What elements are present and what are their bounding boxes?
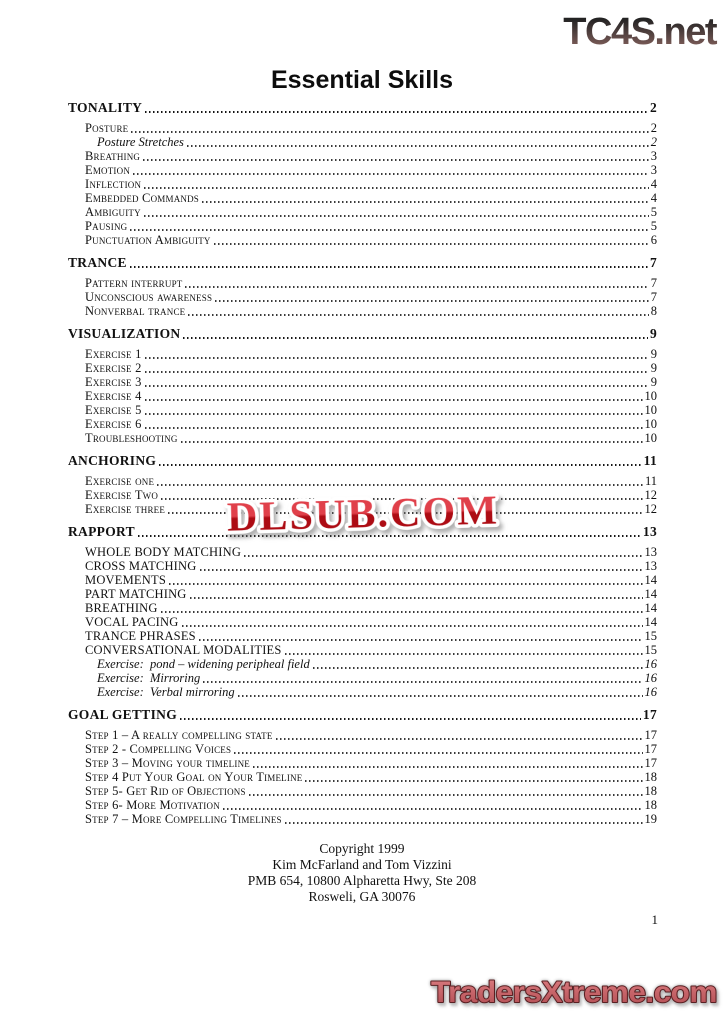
toc-item-row (68, 389, 657, 403)
toc-item-row (68, 219, 657, 233)
copyright-address: PMB 654, 10800 Alpharetta Hwy, Ste 208 (247, 873, 477, 888)
toc-item-label: Unconscious awareness (85, 290, 213, 304)
toc-item-row (68, 163, 657, 177)
toc-item-page: 17 (644, 728, 657, 742)
dot-leader (145, 385, 649, 387)
toc-section-row (68, 255, 657, 270)
toc-item-page: 4 (650, 191, 657, 205)
dot-leader (215, 300, 649, 302)
toc-item-label: Step 1 – A really compelling state (85, 728, 273, 742)
toc-item-row (68, 643, 657, 657)
dot-leader (238, 695, 643, 697)
toc-section-title: ANCHORING (68, 453, 157, 468)
toc-item-row (68, 798, 657, 812)
toc-item-label: CONVERSATIONAL MODALITIES (85, 643, 282, 657)
toc-item-label: Exercise 6 (85, 417, 142, 431)
dot-leader (253, 766, 643, 768)
toc-item-row (68, 615, 657, 629)
toc-section-row (68, 326, 657, 341)
toc-item-row (68, 121, 657, 135)
toc-item-page: 18 (644, 798, 657, 812)
toc-item-prefix: Exercise: (97, 657, 144, 671)
toc-item-page: 10 (644, 389, 657, 403)
toc-item-page: 17 (644, 742, 657, 756)
toc-item-label: Emotion (85, 163, 131, 177)
toc-item-page: 14 (644, 573, 657, 587)
tradersxtreme-banner-text: TradersXtreme.com (431, 976, 717, 1009)
dot-leader (285, 822, 643, 824)
toc-item-page: 15 (644, 643, 657, 657)
toc-item-label: Nonverbal trance (85, 304, 186, 318)
toc-item-page: 14 (644, 587, 657, 601)
dot-leader (181, 441, 643, 443)
dot-leader (145, 427, 643, 429)
dot-leader (223, 808, 643, 810)
toc-item-row (68, 756, 657, 770)
toc-item-label: TRANCE PHRASES (85, 629, 196, 643)
toc-item-page: 10 (644, 431, 657, 445)
toc-item-row (68, 629, 657, 643)
dot-leader (145, 413, 643, 415)
toc-item-label: Exercise 1 (85, 347, 142, 361)
toc-item-page: 13 (644, 545, 657, 559)
toc-section-row (68, 100, 657, 115)
dot-leader (187, 145, 649, 147)
dot-leader (145, 399, 643, 401)
toc-item-row (68, 149, 657, 163)
toc-section-title: TRANCE (68, 255, 127, 270)
toc-item-row (68, 276, 657, 290)
toc-item-row (68, 403, 657, 417)
dlsub-watermark (206, 478, 520, 553)
toc-item-row (68, 191, 657, 205)
toc-item-label: Exercise three (85, 502, 166, 516)
dot-leader (131, 131, 648, 133)
dot-leader (133, 173, 649, 175)
toc-item-label: Mirroring (150, 671, 201, 685)
toc-item-label: pond – widening peripheal field (150, 657, 310, 671)
dot-leader (203, 681, 642, 683)
toc-item-label: BREATHING (85, 601, 158, 615)
toc-item-label: Ambiguity (85, 205, 141, 219)
tradersxtreme-banner-graphic (425, 970, 723, 1014)
dot-leader (200, 569, 643, 571)
toc-item-row (68, 135, 657, 149)
toc-item-row (68, 177, 657, 191)
dot-leader (285, 653, 643, 655)
toc-item-page: 2 (650, 135, 657, 149)
toc-item-row (68, 573, 657, 587)
toc-item-row (68, 361, 657, 375)
dot-leader (144, 215, 649, 217)
page-title: Essential Skills (270, 66, 454, 94)
toc-item-row (68, 742, 657, 756)
toc-item-page: 11 (644, 474, 657, 488)
dot-leader (130, 229, 648, 231)
toc-item-row (68, 559, 657, 573)
toc-item-label: Pausing (85, 219, 128, 233)
dot-leader (234, 752, 642, 754)
toc-item-row (68, 671, 657, 685)
toc-item-page: 4 (650, 177, 657, 191)
copyright-line: Copyright 1999 (319, 841, 405, 856)
toc-item-row (68, 205, 657, 219)
toc-item-page: 13 (644, 559, 657, 573)
toc-section-row (68, 453, 657, 468)
toc-item-row (68, 812, 657, 826)
dlsub-watermark-text: DLSUB.COM (226, 486, 493, 540)
toc-item-prefix: Exercise: (97, 685, 144, 699)
toc-item-label: Step 4 Put Your Goal on Your Timeline (85, 770, 303, 784)
toc-item-label: VOCAL PACING (85, 615, 179, 629)
tc4s-logo-text: TC4S.net (563, 11, 716, 53)
toc-item-label: Verbal mirroring (150, 685, 235, 699)
toc-item-page: 8 (650, 304, 657, 318)
toc-item-label: Exercise Two (85, 488, 159, 502)
toc-item-page: 3 (650, 163, 657, 177)
toc-item-label: Step 5- Get Rid of Objections (85, 784, 246, 798)
toc-item-label: MOVEMENTS (85, 573, 166, 587)
toc-item-label: Breathing (85, 149, 141, 163)
toc-item-page: 6 (650, 233, 657, 247)
dot-leader (145, 111, 648, 113)
toc-item-row (68, 417, 657, 431)
dot-leader (159, 464, 641, 466)
toc-item-row (68, 233, 657, 247)
toc-item-label: Step 3 – Moving your timeline (85, 756, 250, 770)
toc-item-label: Exercise 4 (85, 389, 142, 403)
toc-item-row (68, 784, 657, 798)
toc-item-label: Exercise one (85, 474, 155, 488)
copyright-city: Rosweli, GA 30076 (308, 889, 416, 904)
toc-item-page: 15 (644, 629, 657, 643)
toc-item-label: Exercise 2 (85, 361, 142, 375)
toc-section-page: 9 (649, 326, 657, 341)
toc (68, 100, 657, 826)
toc-item-page: 2 (650, 121, 657, 135)
dot-leader (185, 286, 648, 288)
toc-section-page: 7 (649, 255, 657, 270)
toc-item-label: Troubleshooting (85, 431, 178, 445)
dot-leader (313, 667, 643, 669)
dot-leader (214, 243, 649, 245)
dot-leader (182, 625, 643, 627)
toc-item-label: Posture (85, 121, 129, 135)
toc-item-row (68, 770, 657, 784)
toc-item-page: 3 (650, 149, 657, 163)
toc-item-row (68, 657, 657, 671)
tc4s-logo (536, 4, 720, 59)
dot-leader (161, 611, 643, 613)
tc4s-logo-graphic (536, 4, 720, 54)
toc-item-row (68, 728, 657, 742)
toc-item-label: Embedded Commands (85, 191, 200, 205)
dot-leader (276, 738, 643, 740)
toc-item-page: 7 (650, 290, 657, 304)
toc-item-page: 12 (644, 488, 657, 502)
toc-item-page: 9 (650, 361, 657, 375)
toc-item-label: PART MATCHING (85, 587, 187, 601)
dot-leader (145, 357, 649, 359)
toc-item-label: Exercise 3 (85, 375, 142, 389)
dlsub-watermark-graphic (206, 478, 520, 548)
toc-item-label: Inflection (85, 177, 142, 191)
toc-item-page: 10 (644, 417, 657, 431)
dot-leader (249, 794, 643, 796)
toc-item-page: 10 (644, 403, 657, 417)
toc-section-title: GOAL GETTING (68, 707, 178, 722)
toc-item-page: 16 (644, 671, 657, 685)
copyright-block (0, 841, 724, 905)
toc-item-page: 18 (644, 770, 657, 784)
toc-item-label: Pattern interrupt (85, 276, 183, 290)
tradersxtreme-banner (425, 970, 723, 1019)
toc-section-title: TONALITY (68, 100, 143, 115)
toc-item-page: 18 (644, 784, 657, 798)
dot-leader (183, 337, 648, 339)
toc-item-page: 16 (644, 657, 657, 671)
toc-section-page: 17 (642, 707, 657, 722)
toc-item-label: Step 2 - Compelling Voices (85, 742, 232, 756)
toc-item-row (68, 304, 657, 318)
toc-item-page: 19 (644, 812, 657, 826)
toc-section-page: 11 (643, 453, 657, 468)
dot-leader (202, 201, 649, 203)
page-number: 1 (651, 912, 658, 927)
dot-leader (130, 266, 648, 268)
toc-section-title: VISUALIZATION (68, 326, 181, 341)
toc-item-label: Posture Stretches (97, 135, 184, 149)
toc-item-label: Step 6- More Motivation (85, 798, 220, 812)
toc-item-page: 12 (644, 502, 657, 516)
toc-item-label: WHOLE BODY MATCHING (85, 545, 242, 559)
toc-item-row (68, 290, 657, 304)
toc-item-prefix: Exercise: (97, 671, 144, 685)
toc-item-label: Exercise 5 (85, 403, 142, 417)
toc-item-row (68, 601, 657, 615)
toc-item-row (68, 431, 657, 445)
toc-item-page: 9 (650, 375, 657, 389)
toc-item-page: 14 (644, 615, 657, 629)
dot-leader (180, 718, 641, 720)
toc-item-row (68, 375, 657, 389)
dot-leader (190, 597, 643, 599)
toc-item-label: Step 7 – More Compelling Timelines (85, 812, 282, 826)
dot-leader (143, 159, 649, 161)
toc-item-row (68, 587, 657, 601)
toc-item-page: 5 (650, 205, 657, 219)
toc-section-row (68, 707, 657, 722)
dot-leader (144, 187, 649, 189)
toc-item-page: 9 (650, 347, 657, 361)
toc-item-page: 5 (650, 219, 657, 233)
toc-item-page: 16 (644, 685, 657, 699)
toc-item-page: 7 (650, 276, 657, 290)
toc-item-page: 17 (644, 756, 657, 770)
copyright-authors: Kim McFarland and Tom Vizzini (272, 857, 452, 872)
dot-leader (305, 780, 642, 782)
toc-item-page: 14 (644, 601, 657, 615)
dot-leader (169, 583, 643, 585)
toc-section-page: 13 (642, 524, 657, 539)
toc-item-row (68, 685, 657, 699)
dot-leader (199, 639, 643, 641)
toc-item-row (68, 347, 657, 361)
dot-leader (145, 371, 649, 373)
toc-section-title: RAPPORT (68, 524, 135, 539)
toc-item-label: Punctuation Ambiguity (85, 233, 211, 247)
toc-item-label: CROSS MATCHING (85, 559, 197, 573)
dot-leader (244, 555, 642, 557)
dot-leader (188, 314, 648, 316)
toc-section-page: 2 (649, 100, 657, 115)
